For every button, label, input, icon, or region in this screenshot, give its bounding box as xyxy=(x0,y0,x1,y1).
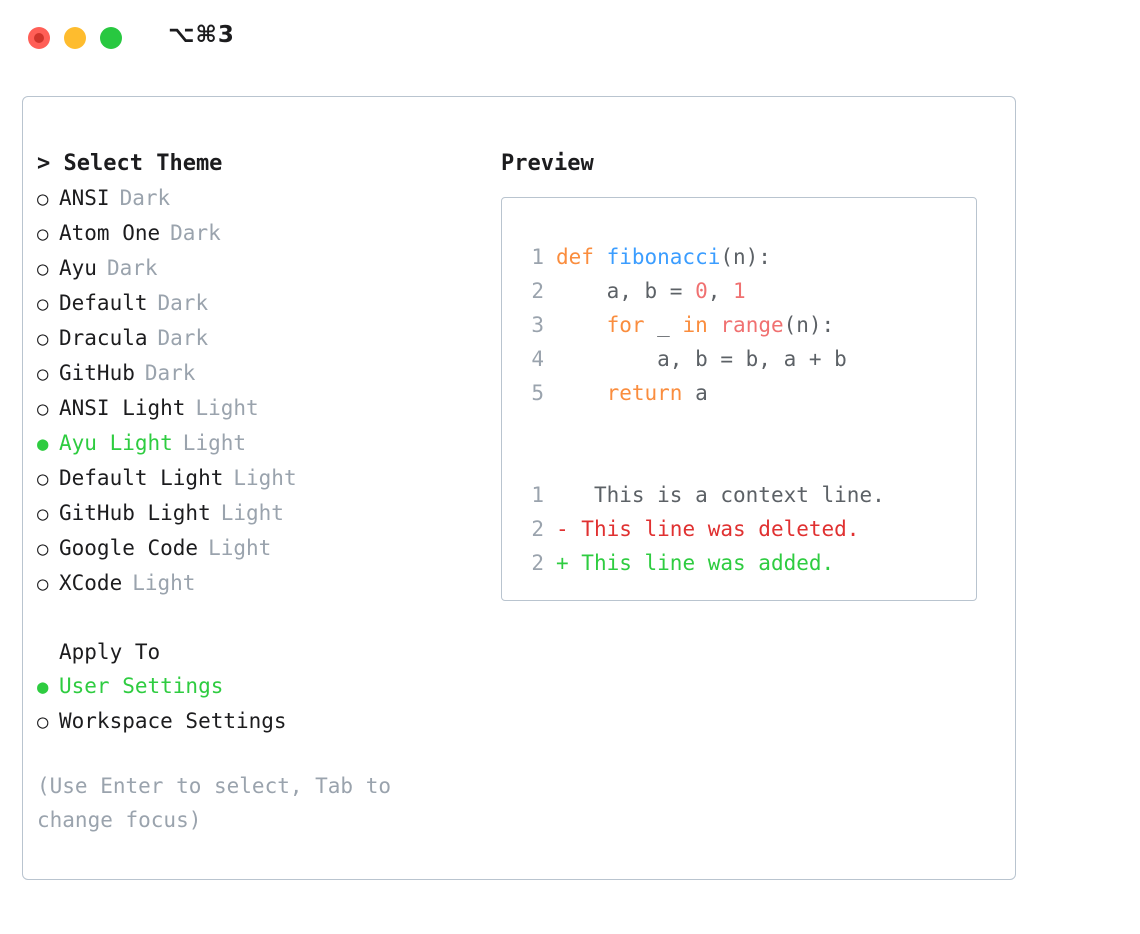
line-number: 3 xyxy=(531,313,544,337)
theme-variant-label: Light xyxy=(233,466,297,490)
diff-line xyxy=(502,546,976,580)
radio-unselected-icon: ○ xyxy=(37,538,49,560)
diff-line xyxy=(502,512,976,546)
line-number: 2 xyxy=(531,517,544,541)
code-token: 0 xyxy=(695,279,708,303)
code-token: 1 xyxy=(733,279,746,303)
theme-variant-label: Dark xyxy=(119,186,171,210)
line-number: 4 xyxy=(531,347,544,371)
theme-variant-label: Light xyxy=(132,571,196,595)
code-token: , xyxy=(707,279,734,303)
code-line xyxy=(502,240,976,274)
code-token: a, b = b, a + b xyxy=(556,347,847,371)
theme-option-label: Ayu xyxy=(59,256,97,280)
diff-marker: + xyxy=(556,551,569,575)
apply-to-option-row[interactable] xyxy=(37,704,477,739)
radio-unselected-icon: ○ xyxy=(37,223,49,245)
preview-box xyxy=(501,197,977,601)
radio-unselected-icon: ○ xyxy=(37,328,49,350)
code-token: a, b = xyxy=(556,279,696,303)
radio-selected-icon: ● xyxy=(37,433,49,455)
radio-unselected-icon: ○ xyxy=(37,503,49,525)
diff-sample xyxy=(502,478,976,580)
theme-option-row[interactable] xyxy=(37,566,477,601)
theme-option-row[interactable] xyxy=(37,426,477,461)
theme-option-row[interactable] xyxy=(37,356,477,391)
line-number: 2 xyxy=(531,551,544,575)
line-number: 1 xyxy=(531,245,544,269)
theme-variant-label: Light xyxy=(220,501,284,525)
window-controls xyxy=(28,27,122,49)
line-number: 2 xyxy=(531,279,544,303)
line-number: 1 xyxy=(531,483,544,507)
code-token: in xyxy=(682,313,708,337)
theme-picker-panel xyxy=(22,96,1016,880)
code-line xyxy=(502,308,976,342)
diff-text: This is a context line. xyxy=(568,483,885,507)
code-token xyxy=(708,308,721,342)
theme-variant-label: Dark xyxy=(170,221,221,245)
apply-to-option-label: User Settings xyxy=(59,674,224,698)
diff-text: This line was added. xyxy=(568,551,835,575)
theme-option-label: Ayu Light xyxy=(59,431,173,455)
code-token: (n): xyxy=(783,313,835,337)
select-theme-heading: > Select Theme xyxy=(37,151,223,176)
diff-text: This line was deleted. xyxy=(568,517,860,541)
code-line xyxy=(502,274,976,308)
theme-option-label: ANSI Light xyxy=(59,396,186,420)
keyboard-hint-text: (Use Enter to select, Tab to change focus) xyxy=(37,774,404,832)
apply-to-list[interactable] xyxy=(37,669,477,739)
diff-marker xyxy=(556,478,569,512)
close-button-icon[interactable] xyxy=(28,27,50,49)
title-bar xyxy=(0,0,1140,78)
theme-variant-label: Dark xyxy=(106,256,158,280)
theme-option-row[interactable] xyxy=(37,286,477,321)
theme-option-row[interactable] xyxy=(37,216,477,251)
theme-option-label: GitHub Light xyxy=(59,501,211,525)
code-token: a xyxy=(682,381,708,405)
radio-unselected-icon: ○ xyxy=(37,188,49,210)
radio-unselected-icon: ○ xyxy=(37,468,49,490)
theme-selection-column xyxy=(37,147,477,837)
radio-unselected-icon: ○ xyxy=(37,398,49,420)
apply-to-option-label: Workspace Settings xyxy=(59,709,287,733)
preview-column xyxy=(501,147,1001,601)
radio-selected-icon: ● xyxy=(37,676,49,698)
minimize-button-icon[interactable] xyxy=(64,27,86,49)
theme-option-row[interactable] xyxy=(37,496,477,531)
radio-unselected-icon: ○ xyxy=(37,573,49,595)
radio-unselected-icon: ○ xyxy=(37,363,49,385)
theme-variant-label: Dark xyxy=(157,326,209,350)
code-token xyxy=(556,308,607,342)
theme-option-label: Default Light xyxy=(59,466,224,490)
theme-option-row[interactable] xyxy=(37,531,477,566)
code-token: _ xyxy=(644,313,683,337)
code-token: def xyxy=(556,245,607,269)
theme-option-row[interactable] xyxy=(37,251,477,286)
theme-variant-label: Light xyxy=(195,396,259,420)
theme-variant-label: Light xyxy=(182,431,247,455)
code-token xyxy=(556,376,607,410)
theme-option-label: XCode xyxy=(59,571,123,595)
line-number: 5 xyxy=(531,381,544,405)
theme-variant-label: Dark xyxy=(157,291,209,315)
theme-option-label: Atom One xyxy=(59,221,161,245)
code-line xyxy=(502,342,976,376)
maximize-button-icon[interactable] xyxy=(100,27,122,49)
apply-to-option-row[interactable] xyxy=(37,669,477,704)
theme-option-label: ANSI xyxy=(59,186,110,210)
theme-option-label: Dracula xyxy=(59,326,148,350)
theme-option-row[interactable] xyxy=(37,321,477,356)
theme-option-row[interactable] xyxy=(37,391,477,426)
code-token: range xyxy=(720,313,784,337)
code-line xyxy=(502,376,976,410)
radio-unselected-icon: ○ xyxy=(37,293,49,315)
radio-unselected-icon: ○ xyxy=(37,258,49,280)
theme-variant-label: Dark xyxy=(144,361,196,385)
code-token: return xyxy=(606,381,683,405)
preview-heading: Preview xyxy=(501,151,594,176)
theme-variant-label: Light xyxy=(208,536,272,560)
code-token: (n): xyxy=(720,245,771,269)
radio-unselected-icon: ○ xyxy=(37,711,49,733)
code-token: fibonacci xyxy=(606,245,721,269)
code-token: for xyxy=(606,313,645,337)
apply-to-heading: Apply To xyxy=(59,640,161,664)
theme-option-label: Default xyxy=(59,291,148,315)
code-sample xyxy=(502,240,976,410)
keyboard-shortcut-label: ⌥⌘3 xyxy=(168,22,235,48)
diff-marker: - xyxy=(556,517,569,541)
theme-option-row[interactable] xyxy=(37,181,477,216)
theme-option-row[interactable] xyxy=(37,461,477,496)
theme-option-label: GitHub xyxy=(59,361,135,385)
theme-list[interactable] xyxy=(37,181,477,601)
theme-option-label: Google Code xyxy=(59,536,199,560)
diff-line xyxy=(502,478,976,512)
